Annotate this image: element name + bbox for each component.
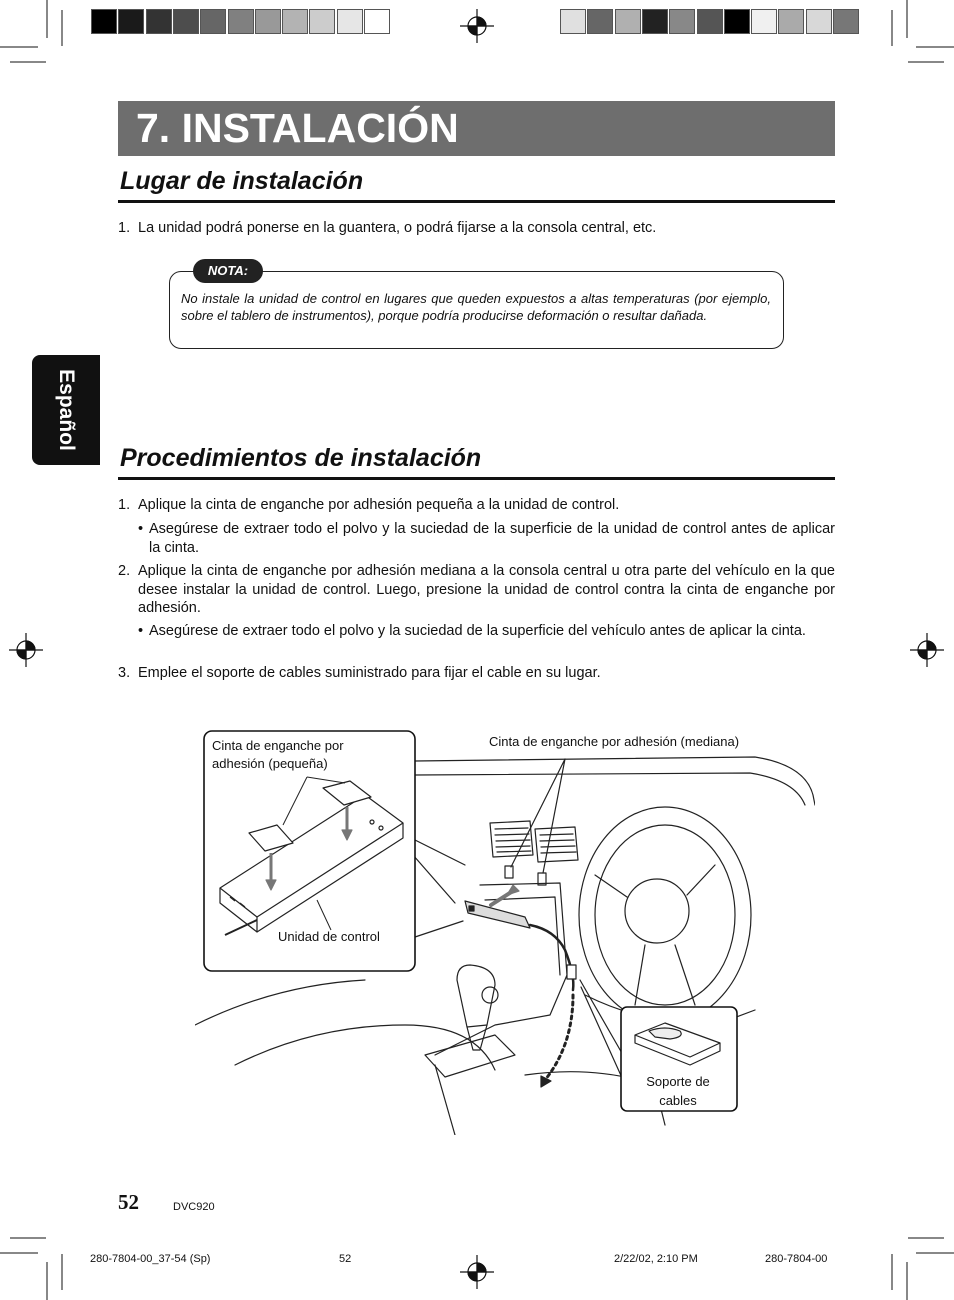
step-3-text: Emplee el soporte de cables suministrado para fijar el cable en su lugar. (138, 665, 601, 681)
label-cable-holder-line1: Soporte de (646, 1074, 710, 1089)
footer-page: 52 (339, 1253, 352, 1265)
calibration-swatch (615, 9, 641, 34)
dashboard-outline (415, 757, 815, 805)
footer-code: 280-7804-00 (765, 1253, 828, 1265)
step-2-number: 2. (118, 563, 131, 579)
step-1-bullet-text: Asegúrese de extraer todo el polvo y la suciedad de la superficie de la unidad de control antes de aplicar la cinta. (149, 521, 835, 556)
footer-file: 280-7804-00_37-54 (Sp) (90, 1253, 211, 1265)
calibration-swatch (587, 9, 613, 34)
label-cable-holder (630, 1072, 726, 1110)
calibration-swatch (173, 9, 199, 34)
section-title-location: Lugar de instalación (120, 167, 364, 195)
step-2-bullet-glyph: • (138, 623, 144, 639)
calibration-swatch (364, 9, 390, 34)
center-console (435, 883, 567, 1055)
step-2-text: Aplique la cinta de enganche por adhesión mediana a la consola central u otra parte del vehículo en la que desee instalar la unidad de control. Luego, presione la unidad de control contra la cinta de enganche por adhesión. (138, 563, 835, 616)
steering-wheel (579, 807, 751, 1023)
step-1-number: 1. (118, 497, 131, 513)
step-2-bullet-text: Asegúrese de extraer todo el polvo y la suciedad de la superficie del vehículo antes de aplicar la cinta. (149, 623, 806, 639)
calibration-swatch (724, 9, 750, 34)
calibration-swatch (118, 9, 144, 34)
calibration-swatch (669, 9, 695, 34)
cable (530, 925, 573, 990)
language-tab-label: Español (55, 369, 78, 451)
section-rule-2 (118, 477, 835, 480)
calibration-swatch (806, 9, 832, 34)
language-tab (32, 355, 100, 465)
crosshair-right (910, 633, 944, 667)
chapter-title-bar (118, 101, 835, 156)
step-1-bullet-glyph: • (138, 521, 144, 537)
note-label: NOTA: (193, 259, 263, 283)
chapter-title: 7. INSTALACIÓN (136, 105, 459, 151)
footer-datetime: 2/22/02, 2:10 PM (614, 1253, 698, 1265)
crosshair-left (9, 633, 43, 667)
calibration-swatch (833, 9, 859, 34)
crosshair-bottom (460, 1255, 494, 1289)
air-vent-left (490, 821, 533, 857)
gear-shifter (425, 965, 515, 1077)
label-cable-holder-line2: cables (659, 1093, 697, 1108)
location-item-number: 1. (118, 220, 131, 236)
step-3-number: 3. (118, 665, 131, 681)
step-1-text: Aplique la cinta de enganche por adhesión pequeña a la unidad de control. (138, 497, 620, 513)
calibration-swatch (282, 9, 308, 34)
calibration-swatch (560, 9, 586, 34)
calibration-swatch (778, 9, 804, 34)
location-item-text: La unidad podrá ponerse en la guantera, o podrá fijarse a la consola central, etc. (138, 220, 657, 236)
model-name: DVC920 (173, 1201, 215, 1213)
calibration-swatch (255, 9, 281, 34)
calibration-swatch (642, 9, 668, 34)
calibration-swatch (309, 9, 335, 34)
page-number: 52 (118, 1190, 139, 1214)
label-small-tape-line2: adhesión (pequeña) (212, 756, 328, 771)
calibration-swatch (228, 9, 254, 34)
air-vent-right (535, 827, 578, 862)
label-control-unit: Unidad de control (278, 929, 380, 944)
calibration-swatch (751, 9, 777, 34)
calibration-swatch (200, 9, 226, 34)
calibration-swatch (91, 9, 117, 34)
section-rule-1 (118, 200, 835, 203)
crosshair-top (460, 9, 494, 43)
note-text: No instale la unidad de control en lugares que queden expuestos a altas temperaturas (por ejemplo, sobre el tablero de instrumentos), porque podría producirse deformación o resultar dañada. (181, 291, 771, 323)
label-small-tape (212, 737, 344, 773)
label-medium-tape: Cinta de enganche por adhesión (mediana) (489, 734, 740, 749)
section-title-procedures: Procedimientos de instalación (120, 444, 482, 472)
label-small-tape-line1: Cinta de enganche por (212, 738, 344, 753)
control-unit-mounted (465, 901, 530, 928)
calibration-swatch (697, 9, 723, 34)
calibration-swatch (337, 9, 363, 34)
calibration-swatch (146, 9, 172, 34)
